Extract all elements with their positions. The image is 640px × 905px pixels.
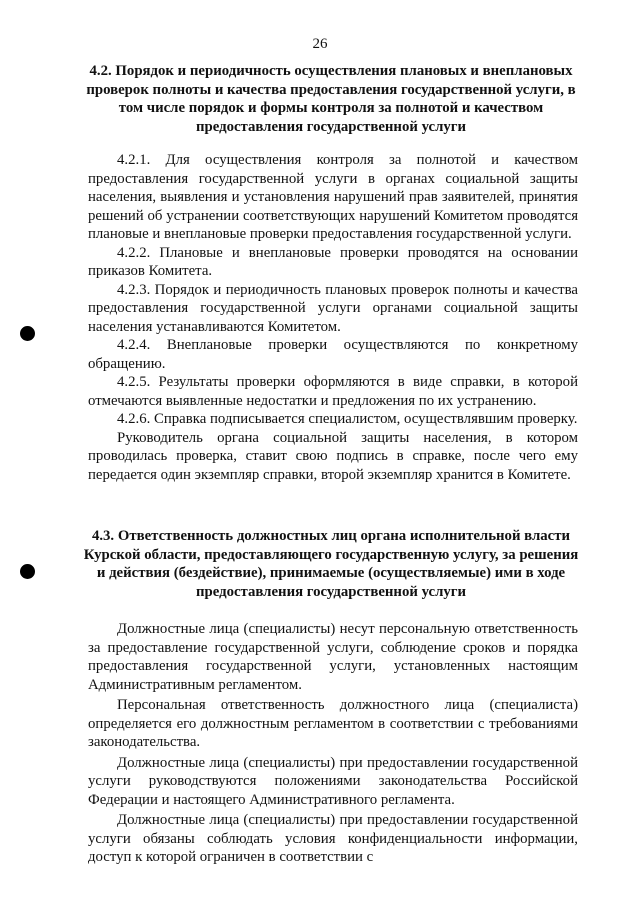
binder-hole [20,564,35,579]
paragraph-personal-responsibility: Персональная ответственность должностного лица (специалиста) определяется его должностным регламентом в соответствии с требованиями законодательства. [88,697,578,750]
paragraph-4-2-3: 4.2.3. Порядок и периодичность плановых проверок полноты и качества предоставления государственной услуги органами социальной защиты населения устанавливаются Комитетом. [88,281,578,335]
paragraph-4-2-1: 4.2.1. Для осуществления контроля за полнотой и качеством предоставления государственной услуги в органах социальной защиты населения, выявления и установления нарушений прав заявителей, принятия решений об устранении соответствующих нарушений Комитетом проводятся плановые и внеплановые проверки предоставления государственной услуги. [88,152,578,242]
paragraph-4-2-4: 4.2.4. Внеплановые проверки осуществляются по конкретному обращению. [88,337,578,372]
paragraph-confidentiality: Должностные лица (специалисты) при предоставлении государственной услуги обязаны соблюдать условия конфиденциальности информации, доступ к которой ограничен в соответствии с [88,812,578,865]
paragraph-responsibility: Должностные лица (специалисты) несут персональную ответственность за предоставление государственной услуги, соблюдение сроков и порядка предоставления государственной услуги, установленных настоящим Административным регламентом. [88,621,578,693]
page-number: 26 [312,36,328,52]
section-heading-4-2: 4.2. Порядок и периодичность осуществления плановых и внеплановых проверок полноты и качества предоставления государственной услуги, в том числе порядок и формы контроля за полнотой и качеством предоставления государственной услуги [86,63,576,135]
paragraph-legislation: Должностные лица (специалисты) при предоставлении государственной услуги руководствуются положениями законодательства Российской Федерации и настоящего Административного регламента. [88,754,578,808]
section-body-4-2 [88,151,578,484]
section-heading-4-3: 4.3. Ответственность должностных лиц органа исполнительной власти Курской области, предоставляющего государственную услугу, за решения и действия (бездействие), принимаемые (осуществляемые) ими в ходе предоставления государственной услуги [83,528,579,600]
paragraph-head-signature: Руководитель органа социальной защиты населения, в котором проводилась проверка, ставит свою подпись в справке, после чего ему передается один экземпляр справки, второй экземпляр хранится в Комитете. [88,429,578,483]
paragraph-4-2-5: 4.2.5. Результаты проверки оформляются в виде справки, в которой отмечаются выявленные недостатки и предложения по их устранению. [88,374,578,409]
paragraph-4-2-2: 4.2.2. Плановые и внеплановые проверки проводятся на основании приказов Комитета. [88,244,578,279]
binder-hole [20,326,35,341]
paragraph-4-2-6: 4.2.6. Справка подписывается специалистом, осуществлявшим проверку. [117,411,578,427]
section-body-4-3 [88,620,578,867]
